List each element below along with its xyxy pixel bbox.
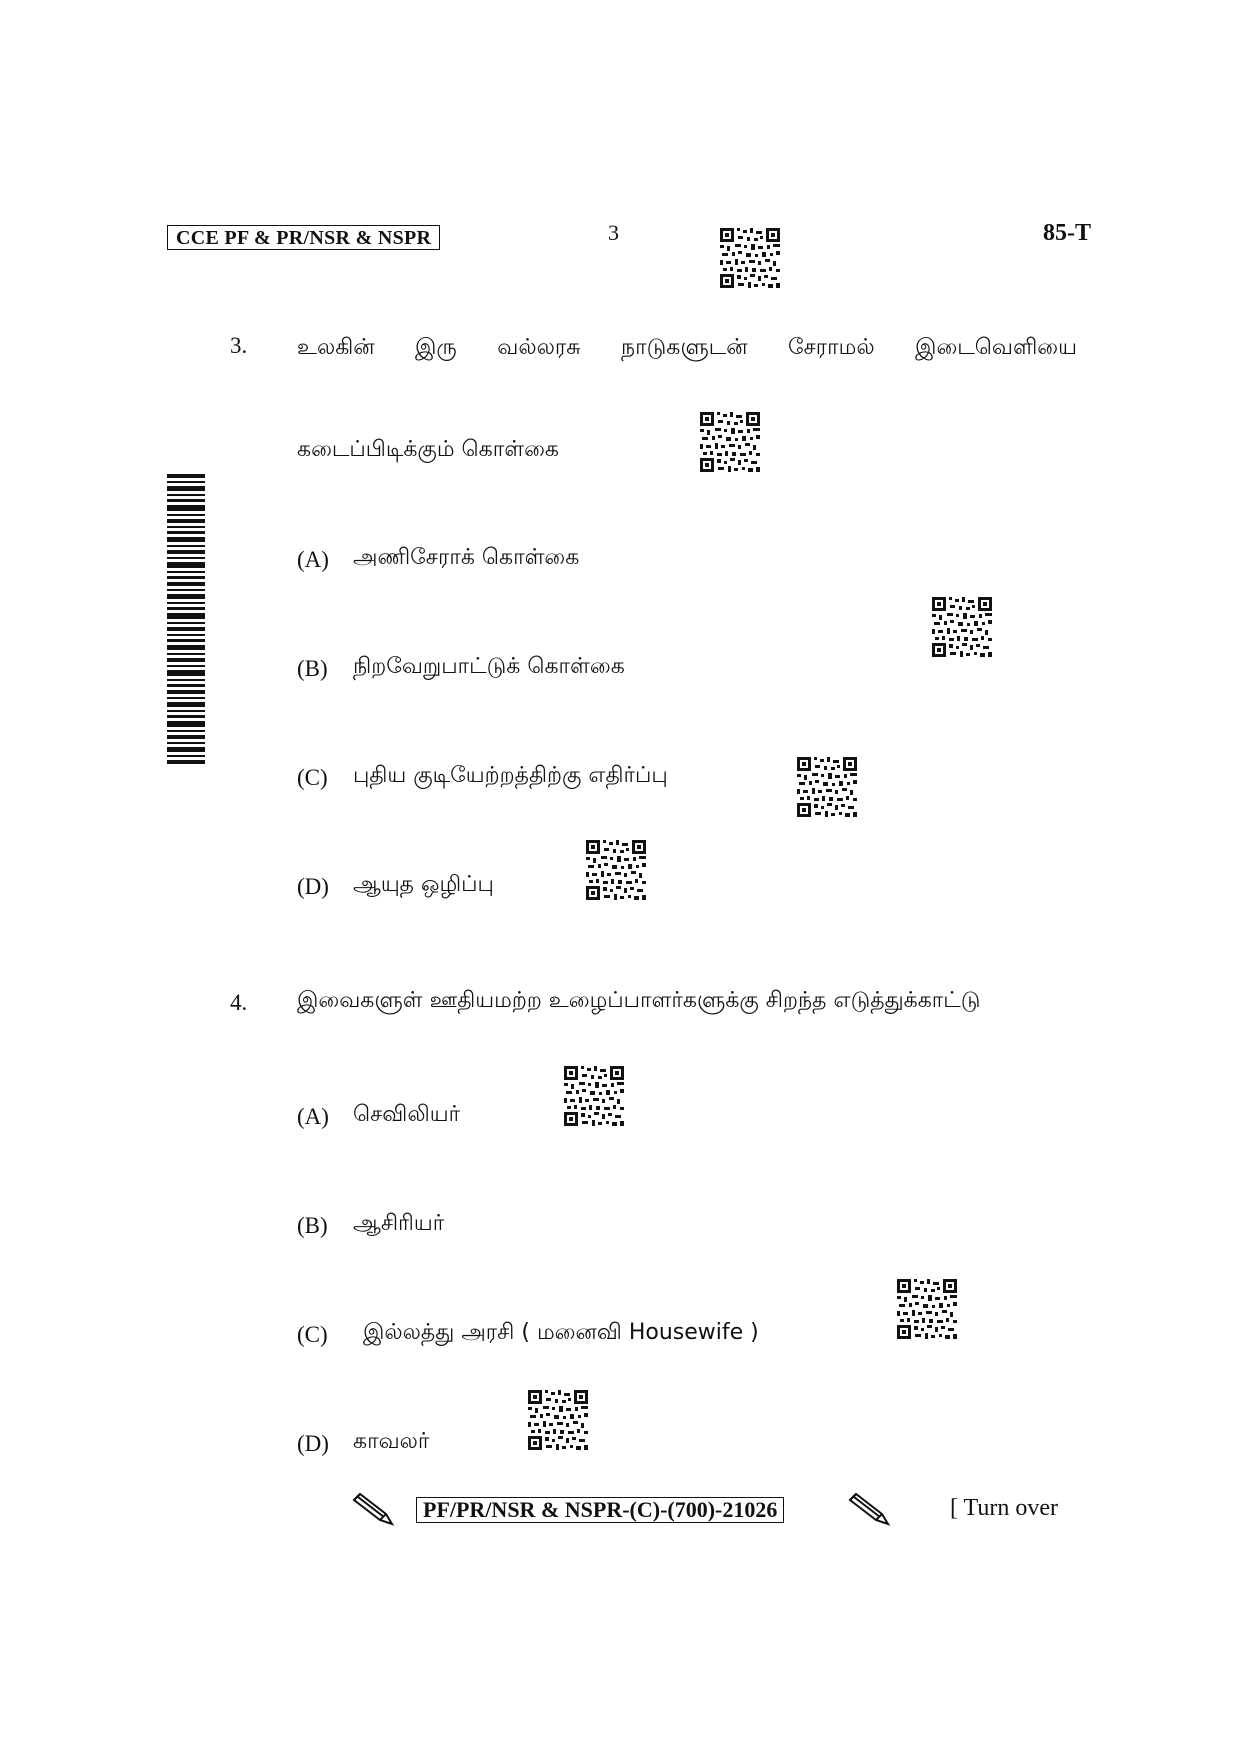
option-letter: (C) [297, 1322, 328, 1347]
option-text: நிறவேறுபாட்டுக் கொள்கை [353, 654, 625, 679]
option-letter: (A) [297, 547, 329, 572]
stem-word: நாடுகளுடன் [621, 335, 748, 360]
option-letter: (A) [297, 1104, 329, 1129]
stem-word: இடைவெளியை [915, 335, 1077, 360]
pencil-icon [350, 1490, 398, 1530]
option-letter: (C) [297, 765, 328, 790]
option-text: காவலர் [353, 1429, 430, 1454]
option-letter: (B) [297, 656, 328, 681]
option-text: புதிய குடியேற்றத்திற்கு எதிர்ப்பு [353, 763, 668, 788]
qr-code-icon [528, 1390, 588, 1450]
qr-code-icon [797, 757, 857, 817]
qr-code-icon [564, 1066, 624, 1126]
qr-code-icon [586, 840, 646, 900]
question-number: 3. [230, 333, 248, 358]
pencil-icon [846, 1490, 894, 1530]
option-text: அணிசேராக் கொள்கை [353, 545, 580, 570]
option-text: ஆசிரியர் [353, 1211, 445, 1236]
qr-code-icon [700, 412, 760, 472]
page-number: 3 [608, 220, 619, 245]
stem-word: உலகின் [297, 335, 375, 360]
option-letter: (D) [297, 874, 329, 899]
paper-code: 85-T [1043, 220, 1091, 246]
option-text: செவிலியர் [353, 1102, 461, 1127]
question-stem [297, 335, 1077, 363]
qr-code-icon [897, 1279, 957, 1339]
exam-code-box: CCE PF & PR/NSR & NSPR [167, 225, 440, 250]
option-text: இல்லத்து அரசி ( மனைவி Housewife ) [363, 1320, 759, 1345]
stem-word: இரு [415, 335, 457, 360]
qr-code-icon [932, 597, 992, 657]
option-text: ஆயுத ஒழிப்பு [353, 872, 494, 897]
question-number: 4. [230, 990, 248, 1015]
question-stem-continued: கடைப்பிடிக்கும் கொள்கை [297, 437, 559, 462]
barcode-icon [167, 474, 205, 764]
stem-word: சேராமல் [787, 335, 875, 360]
footer-code-box: PF/PR/NSR & NSPR-(C)-(700)-21026 [416, 1497, 784, 1523]
qr-code-icon [720, 228, 780, 288]
turn-over-label: [ Turn over [950, 1495, 1059, 1521]
question-stem: இவைகளுள் ஊதியமற்ற உழைப்பாளர்களுக்கு சிறந்த எடுத்துக்காட்டு [297, 988, 981, 1013]
option-letter: (D) [297, 1431, 329, 1456]
option-letter: (B) [297, 1213, 328, 1238]
stem-word: வல்லரசு [497, 335, 581, 360]
